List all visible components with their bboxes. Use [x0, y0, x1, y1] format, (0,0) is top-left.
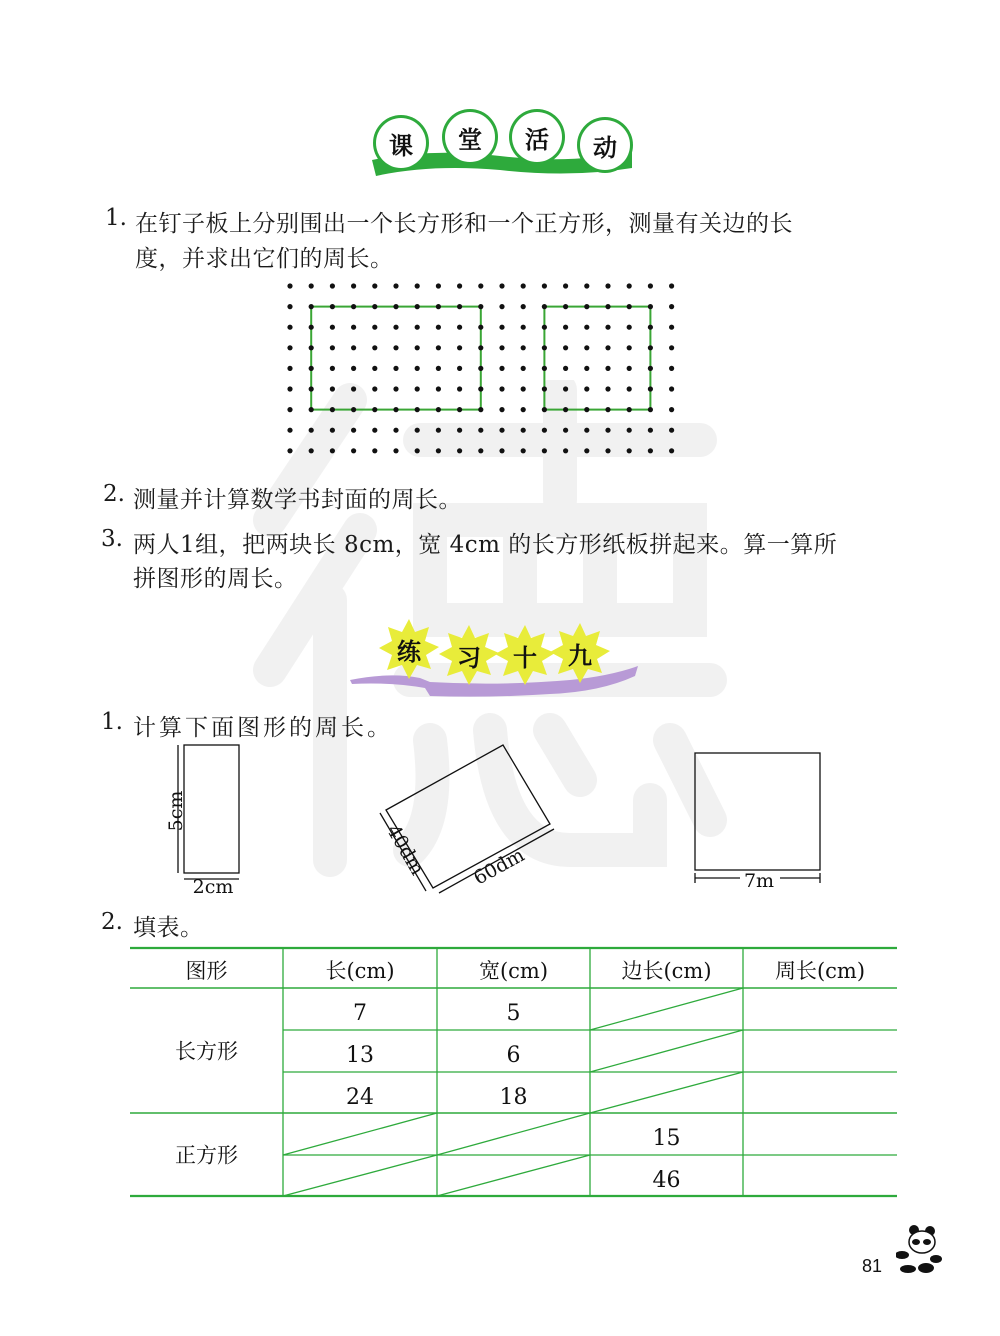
peg-dot — [648, 283, 653, 288]
question-number: 2. — [101, 909, 123, 935]
peg-dot — [542, 325, 547, 330]
peg-dot — [393, 428, 398, 433]
table-slash — [437, 1113, 590, 1155]
title-char: 课 — [376, 118, 426, 168]
peg-dot — [372, 345, 377, 350]
peg-dot — [457, 448, 462, 453]
peg-dot — [330, 283, 335, 288]
panda-icon — [896, 1222, 942, 1276]
peg-dot — [584, 428, 589, 433]
question-text: 度，并求出它们的周长。 — [135, 246, 394, 272]
peg-dot — [478, 428, 483, 433]
table-header-cell: 长(cm) — [325, 959, 395, 983]
question-text: 拼图形的周长。 — [133, 566, 298, 592]
tilted-short-label: 40dm — [382, 820, 429, 880]
peg-dot — [372, 366, 377, 371]
peg-dot — [436, 448, 441, 453]
peg-dot — [563, 386, 568, 391]
peg-dot — [648, 345, 653, 350]
peg-dot — [457, 345, 462, 350]
peg-dot — [393, 345, 398, 350]
table-header-cell: 周长(cm) — [774, 959, 866, 983]
peg-dot — [648, 386, 653, 391]
peg-dot — [499, 407, 504, 412]
peg-dot — [351, 428, 356, 433]
peg-dot — [478, 386, 483, 391]
peg-dot — [415, 386, 420, 391]
peg-dot — [436, 304, 441, 309]
peg-dot — [499, 283, 504, 288]
question-text: 测量并计算数学书封面的周长。 — [133, 487, 462, 513]
peg-dot — [436, 428, 441, 433]
square-side-label: 7m — [743, 870, 775, 892]
peg-dot — [584, 448, 589, 453]
peg-dot — [669, 325, 674, 330]
peg-dot — [605, 448, 610, 453]
question-text: 计算下面图形的周长。 — [133, 715, 393, 741]
peg-dot — [351, 283, 356, 288]
peg-dot — [499, 386, 504, 391]
peg-dot — [351, 345, 356, 350]
peg-dot — [287, 283, 292, 288]
peg-dot — [287, 366, 292, 371]
peg-dot — [648, 366, 653, 371]
peg-dot — [457, 304, 462, 309]
peg-dot — [605, 366, 610, 371]
peg-dot — [372, 386, 377, 391]
peg-dot — [542, 345, 547, 350]
pegboard — [280, 276, 690, 466]
peg-dot — [372, 283, 377, 288]
peg-dot — [542, 366, 547, 371]
table-cell-width: 5 — [506, 1001, 521, 1026]
table-cell-length: 24 — [346, 1085, 374, 1110]
peg-dot — [287, 345, 292, 350]
question-number: 1. — [105, 205, 127, 231]
table-cell-width: 18 — [499, 1085, 528, 1110]
table-row-label: 长方形 — [175, 1039, 238, 1064]
peg-dot — [648, 428, 653, 433]
peg-dot — [351, 448, 356, 453]
peg-dot — [436, 386, 441, 391]
title-char: 九 — [555, 628, 605, 678]
peg-dot — [627, 283, 632, 288]
peg-dot — [521, 428, 526, 433]
square-outline — [544, 307, 650, 410]
rect-height-label: 5cm — [165, 790, 187, 832]
peg-dot — [584, 283, 589, 288]
peg-dot — [287, 428, 292, 433]
table-cell-length: 7 — [353, 1001, 367, 1026]
peg-dot — [351, 386, 356, 391]
peg-dot — [627, 386, 632, 391]
peg-dot — [648, 325, 653, 330]
peg-dot — [627, 428, 632, 433]
peg-dot — [330, 386, 335, 391]
peg-dot — [457, 386, 462, 391]
peg-dot — [669, 366, 674, 371]
peg-dot — [584, 345, 589, 350]
peg-dot — [309, 448, 314, 453]
peg-dot — [309, 283, 314, 288]
peg-dot — [287, 448, 292, 453]
peg-dot — [351, 304, 356, 309]
peg-dot — [415, 407, 420, 412]
peg-dot — [415, 345, 420, 350]
peg-dot — [436, 366, 441, 371]
peg-dot — [563, 325, 568, 330]
table-slash — [590, 1030, 743, 1072]
peg-dot — [563, 407, 568, 412]
peg-dot — [605, 407, 610, 412]
peg-dot — [415, 428, 420, 433]
peg-dot — [287, 386, 292, 391]
peg-dot — [372, 325, 377, 330]
shapes-figure — [150, 735, 850, 905]
title-char: 习 — [444, 630, 494, 680]
peg-dot — [627, 345, 632, 350]
peg-dot — [393, 448, 398, 453]
peg-dot — [499, 448, 504, 453]
peg-dot — [287, 325, 292, 330]
peg-dot — [563, 428, 568, 433]
title-char: 十 — [500, 630, 550, 680]
peg-dot — [457, 428, 462, 433]
title-char: 活 — [512, 112, 562, 162]
peg-dot — [605, 283, 610, 288]
peg-dot — [309, 407, 314, 412]
peg-dot — [542, 386, 547, 391]
peg-dot — [648, 448, 653, 453]
peg-dot — [309, 366, 314, 371]
peg-dot — [393, 386, 398, 391]
table-cell-side: 15 — [652, 1126, 681, 1151]
table-slash — [590, 988, 743, 1030]
peg-dot — [372, 448, 377, 453]
peg-dot — [330, 345, 335, 350]
peg-dot — [415, 448, 420, 453]
peg-dot — [542, 283, 547, 288]
peg-dot — [309, 304, 314, 309]
peg-dot — [351, 407, 356, 412]
peg-dot — [393, 325, 398, 330]
question-number: 3. — [101, 526, 123, 552]
peg-dot — [627, 325, 632, 330]
peg-dot — [330, 428, 335, 433]
peg-dot — [393, 283, 398, 288]
peg-dot — [309, 325, 314, 330]
peg-dot — [521, 366, 526, 371]
rect-width-label: 2cm — [192, 876, 234, 898]
peg-dot — [372, 304, 377, 309]
peg-dot — [521, 386, 526, 391]
fill-in-table — [128, 946, 900, 1198]
peg-dot — [521, 325, 526, 330]
question-number: 1. — [101, 709, 123, 735]
peg-dot — [436, 345, 441, 350]
table-header-cell: 图形 — [185, 959, 228, 983]
peg-dot — [605, 428, 610, 433]
peg-dot — [605, 325, 610, 330]
table-slash — [283, 1155, 437, 1196]
peg-dot — [478, 304, 483, 309]
peg-dot — [669, 386, 674, 391]
peg-dot — [478, 366, 483, 371]
page-number: 81 — [862, 1256, 883, 1276]
peg-dot — [627, 304, 632, 309]
peg-dot — [627, 407, 632, 412]
section-header-exercise-19 — [350, 618, 640, 698]
peg-dot — [351, 366, 356, 371]
peg-dot — [499, 345, 504, 350]
question-text: 两人1组，把两块长 8cm，宽 4cm 的长方形纸板拼起来。算一算所 — [133, 532, 838, 558]
peg-dot — [457, 407, 462, 412]
peg-dot — [669, 283, 674, 288]
peg-dot — [521, 345, 526, 350]
peg-dot — [627, 366, 632, 371]
peg-dot — [499, 366, 504, 371]
title-char: 动 — [580, 120, 630, 170]
peg-dot — [605, 304, 610, 309]
peg-dot — [330, 448, 335, 453]
question-text: 在钉子板上分别围出一个长方形和一个正方形，测量有关边的长 — [135, 211, 793, 237]
peg-dot — [478, 448, 483, 453]
peg-dot — [393, 304, 398, 309]
peg-dot — [478, 283, 483, 288]
peg-dot — [415, 366, 420, 371]
peg-dot — [351, 325, 356, 330]
rectangle-outline — [311, 307, 481, 410]
peg-dot — [563, 283, 568, 288]
peg-dot — [372, 428, 377, 433]
peg-dot — [309, 345, 314, 350]
peg-dot — [605, 345, 610, 350]
peg-dot — [309, 428, 314, 433]
peg-dot — [478, 407, 483, 412]
table-row-label: 正方形 — [175, 1143, 238, 1168]
peg-dot — [309, 386, 314, 391]
peg-dot — [499, 304, 504, 309]
peg-dot — [563, 304, 568, 309]
peg-dot — [499, 325, 504, 330]
table-cell-length: 13 — [346, 1043, 374, 1068]
peg-dot — [669, 448, 674, 453]
peg-dot — [330, 366, 335, 371]
peg-dot — [415, 325, 420, 330]
peg-dot — [542, 407, 547, 412]
peg-dot — [542, 304, 547, 309]
peg-dot — [436, 325, 441, 330]
question-text: 填表。 — [133, 915, 204, 941]
peg-dot — [584, 407, 589, 412]
peg-dot — [393, 366, 398, 371]
tilted-long-label: 60dm — [469, 843, 529, 890]
peg-dot — [669, 345, 674, 350]
peg-dot — [372, 407, 377, 412]
peg-dot — [521, 448, 526, 453]
table-header-cell: 宽(cm) — [478, 959, 549, 983]
peg-dot — [478, 325, 483, 330]
peg-dot — [457, 366, 462, 371]
peg-dot — [436, 407, 441, 412]
peg-dot — [330, 325, 335, 330]
peg-dot — [669, 428, 674, 433]
peg-dot — [648, 304, 653, 309]
section-header-classroom-activity — [370, 108, 635, 178]
peg-dot — [627, 448, 632, 453]
peg-dot — [669, 407, 674, 412]
peg-dot — [584, 304, 589, 309]
peg-dot — [648, 407, 653, 412]
peg-dot — [415, 304, 420, 309]
rectangle-shape — [178, 745, 239, 879]
peg-dot — [584, 366, 589, 371]
table-cell-side: 46 — [652, 1168, 681, 1193]
peg-dot — [521, 407, 526, 412]
peg-dot — [563, 345, 568, 350]
peg-dot — [457, 325, 462, 330]
table-slash — [590, 1072, 743, 1113]
title-char: 堂 — [445, 112, 495, 162]
peg-dot — [287, 407, 292, 412]
table-slash — [437, 1155, 590, 1196]
peg-dot — [330, 304, 335, 309]
peg-dot — [542, 428, 547, 433]
peg-dot — [521, 283, 526, 288]
table-header-cell: 边长(cm) — [621, 959, 712, 983]
peg-dot — [542, 448, 547, 453]
peg-dot — [436, 283, 441, 288]
table-cell-width: 6 — [506, 1043, 521, 1068]
peg-dot — [563, 448, 568, 453]
peg-dot — [287, 304, 292, 309]
question-number: 2. — [103, 481, 125, 507]
peg-dot — [563, 366, 568, 371]
peg-dot — [478, 345, 483, 350]
peg-dot — [415, 283, 420, 288]
peg-dot — [457, 283, 462, 288]
square-shape — [695, 753, 820, 883]
table-slash — [283, 1113, 437, 1155]
peg-dot — [330, 407, 335, 412]
title-char: 练 — [384, 624, 434, 674]
peg-dot — [393, 407, 398, 412]
peg-dot — [605, 386, 610, 391]
peg-dot — [584, 386, 589, 391]
peg-dot — [521, 304, 526, 309]
peg-dot — [669, 304, 674, 309]
peg-dot — [499, 428, 504, 433]
peg-dot — [584, 325, 589, 330]
